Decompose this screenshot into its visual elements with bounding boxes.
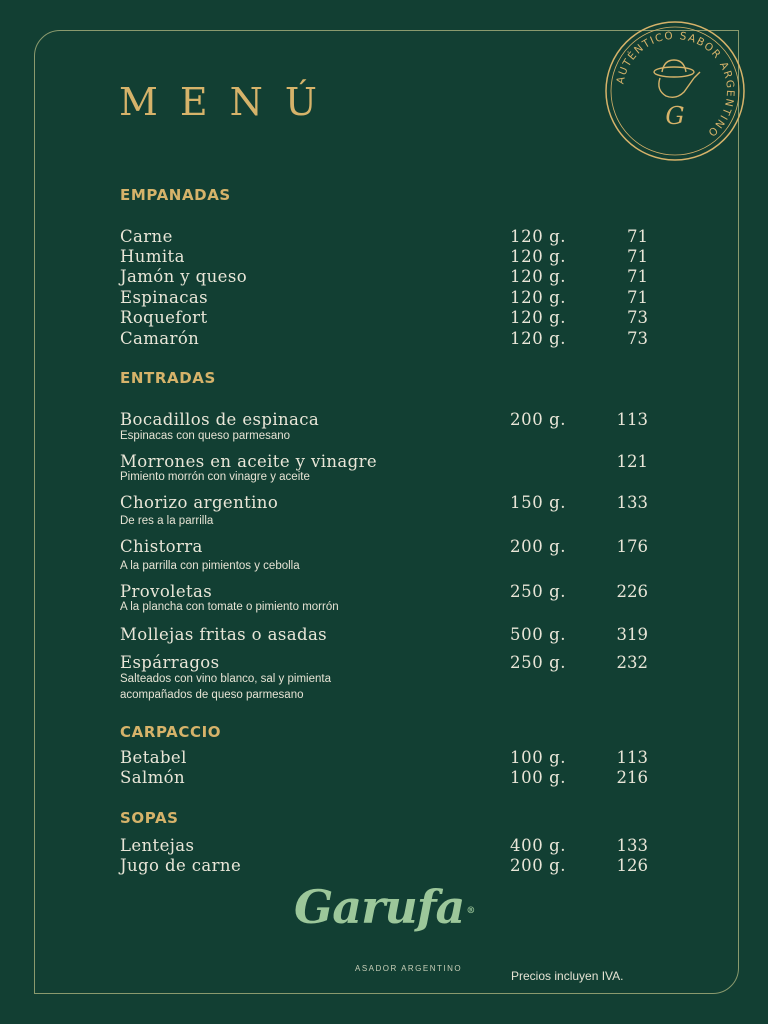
item-price: 126 [616, 856, 648, 875]
item-name: Roquefort [120, 308, 208, 327]
section-title: ENTRADAS [120, 369, 216, 387]
item-weight: 120 g. [510, 247, 567, 266]
brand-logo [294, 880, 474, 934]
section-title: CARPACCIO [120, 723, 222, 741]
item-name: Jamón y queso [120, 267, 248, 286]
item-weight: 120 g. [510, 308, 567, 327]
section-title: EMPANADAS [120, 186, 231, 204]
item-weight: 150 g. [510, 493, 567, 512]
item-weight: 120 g. [510, 329, 567, 348]
item-price: 226 [616, 582, 648, 601]
item-description: A la plancha con tomate o pimiento morrón [120, 601, 339, 613]
item-price: 113 [616, 410, 648, 429]
registered-mark: ® [466, 906, 475, 916]
item-price: 133 [616, 493, 648, 512]
item-price: 176 [616, 537, 648, 556]
seal-ring-text: AUTÉNTICO SABOR ARGENTINO [614, 29, 737, 140]
item-price: 71 [627, 247, 648, 266]
item-name: Mollejas fritas o asadas [120, 625, 328, 644]
item-weight: 100 g. [510, 768, 567, 787]
item-weight: 200 g. [510, 537, 567, 556]
item-price: 71 [627, 227, 648, 246]
item-name: Betabel [120, 748, 187, 767]
item-name: Chorizo argentino [120, 493, 279, 512]
item-price: 319 [616, 625, 648, 644]
item-price: 73 [627, 329, 648, 348]
item-description: Pimiento morrón con vinagre y aceite [120, 471, 310, 483]
item-name: Espinacas [120, 288, 208, 307]
item-weight: 200 g. [510, 410, 567, 429]
item-name: Espárragos [120, 653, 220, 672]
item-weight: 250 g. [510, 582, 567, 601]
item-weight: 120 g. [510, 288, 567, 307]
item-price: 113 [616, 748, 648, 767]
item-price: 71 [627, 288, 648, 307]
item-name: Provoletas [120, 582, 213, 601]
item-name: Humita [120, 247, 185, 266]
tax-note: Precios incluyen IVA. [511, 969, 624, 983]
item-weight: 100 g. [510, 748, 567, 767]
item-price: 133 [616, 836, 648, 855]
item-name: Salmón [120, 768, 186, 787]
item-description: Salteados con vino blanco, sal y pimienta [120, 673, 331, 685]
section-title: SOPAS [120, 809, 179, 827]
item-weight: 120 g. [510, 227, 567, 246]
item-price: 71 [627, 267, 648, 286]
item-weight: 400 g. [510, 836, 567, 855]
brand-tagline: ASADOR ARGENTINO [355, 964, 463, 973]
item-weight: 250 g. [510, 653, 567, 672]
item-price: 121 [616, 452, 648, 471]
item-name: Chistorra [120, 537, 203, 556]
item-name: Morrones en aceite y vinagre [120, 452, 378, 471]
seal-letter: G [665, 102, 685, 130]
item-weight: 200 g. [510, 856, 567, 875]
brand-logo-text: Garufa [294, 880, 465, 934]
item-price: 73 [627, 308, 648, 327]
item-description: acompañados de queso parmesano [120, 689, 304, 701]
item-price: 216 [616, 768, 648, 787]
brand-seal [604, 20, 746, 162]
item-price: 232 [616, 653, 648, 672]
item-description: Espinacas con queso parmesano [120, 430, 291, 442]
item-name: Lentejas [120, 836, 195, 855]
gaucho-hat-icon [654, 60, 700, 97]
item-description: De res a la parrilla [120, 515, 214, 527]
item-name: Jugo de carne [120, 856, 242, 875]
menu-title: MENÚ [119, 80, 339, 124]
item-name: Camarón [120, 329, 200, 348]
item-name: Bocadillos de espinaca [120, 410, 320, 429]
item-weight: 500 g. [510, 625, 567, 644]
item-description: A la parrilla con pimientos y cebolla [120, 560, 300, 572]
item-name: Carne [120, 227, 173, 246]
item-weight: 120 g. [510, 267, 567, 286]
